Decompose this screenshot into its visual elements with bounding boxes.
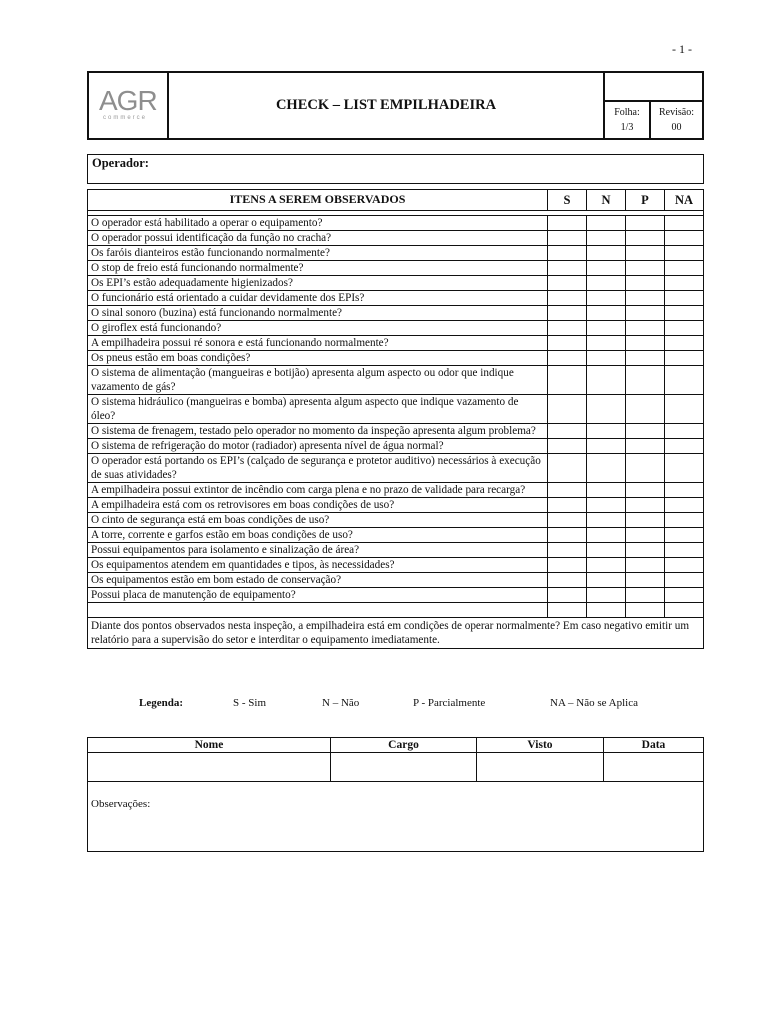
checkbox-cell-na[interactable] [665,424,703,438]
checkbox-cell-s[interactable] [548,603,587,617]
checklist-rows [88,216,703,618]
checklist-item-text: Os pneus estão em boas condições? [88,351,548,365]
checkbox-cell-p[interactable] [626,498,665,512]
observacoes-field[interactable] [88,782,703,810]
checklist-item-text: O sistema de refrigeração do motor (radiador) apresenta nível de água normal? [88,439,548,453]
checkbox-cell-s[interactable] [548,588,587,602]
checklist-row [88,588,703,603]
checkbox-cell-na[interactable] [665,395,703,423]
page-number: - 1 - [672,42,692,56]
checkbox-cell-p[interactable] [626,588,665,602]
cargo-column [331,738,477,781]
visto-column [477,738,604,781]
checklist-row [88,291,703,306]
checkbox-cell-na[interactable] [665,498,703,512]
checkbox-cell-na[interactable] [665,454,703,482]
checkbox-cell-na[interactable] [665,588,703,602]
checkbox-cell-p[interactable] [626,528,665,542]
checkbox-cell-n[interactable] [587,558,626,572]
checklist-row [88,454,703,483]
checkbox-cell-n[interactable] [587,261,626,275]
checkbox-cell-s[interactable] [548,454,587,482]
checkbox-cell-na[interactable] [665,543,703,557]
checkbox-cell-n[interactable] [587,336,626,350]
checklist-row [88,366,703,395]
legend-s: S - Sim [233,697,267,709]
checkbox-cell-s[interactable] [548,424,587,438]
checkbox-cell-n[interactable] [587,454,626,482]
checkbox-cell-p[interactable] [626,366,665,394]
checklist-row [88,513,703,528]
logo-subtext: commerce [103,115,148,121]
checklist-item-text: Os EPI’s estão adequadamente higienizados? [88,276,548,290]
checkbox-cell-p[interactable] [626,351,665,365]
nome-header: Nome [88,738,330,753]
checkbox-cell-n[interactable] [587,216,626,230]
checklist-item-text: A torre, corrente e garfos estão em boas condições de uso? [88,528,548,542]
nome-column [88,738,331,781]
checkbox-cell-s[interactable] [548,483,587,497]
checklist-item-text: O sistema hidráulico (mangueiras e bomba) apresenta algum aspecto que indique vazamento de óleo? [88,395,548,423]
checklist-table [87,189,704,649]
checklist-row [88,395,703,424]
checklist-row [88,424,703,439]
checklist-item-text: O cinto de segurança está em boas condições de uso? [88,513,548,527]
items-header: ITENS A SEREM OBSERVADOS [88,190,548,210]
column-header-p: P [626,190,665,210]
checklist-item-text: O operador possui identificação da função no cracha? [88,231,548,245]
checklist-row [88,558,703,573]
checklist-item-text: A empilhadeira está com os retrovisores em boas condições de uso? [88,498,548,512]
checklist-row [88,306,703,321]
checklist-header-row [88,190,703,211]
checkbox-cell-n[interactable] [587,351,626,365]
checkbox-cell-na[interactable] [665,513,703,527]
checkbox-cell-p[interactable] [626,395,665,423]
checklist-row [88,439,703,454]
checklist-row [88,216,703,231]
checkbox-cell-p[interactable] [626,321,665,335]
checklist-row [88,336,703,351]
checkbox-cell-na[interactable] [665,439,703,453]
checkbox-cell-s[interactable] [548,543,587,557]
checkbox-cell-s[interactable] [548,366,587,394]
conclusion-text: Diante dos pontos observados nesta inspeção, a empilhadeira está em condições de operar normalmente? Em caso negativo emitir um relatório para a supervisão do setor e interditar o equipamento imediatamente. [91,620,690,646]
checkbox-cell-p[interactable] [626,261,665,275]
visto-header: Visto [477,738,603,753]
checklist-row [88,351,703,366]
signature-table [87,737,704,852]
checkbox-cell-p[interactable] [626,276,665,290]
checkbox-cell-p[interactable] [626,336,665,350]
checkbox-cell-s[interactable] [548,261,587,275]
checkbox-cell-n[interactable] [587,321,626,335]
checklist-row [88,246,703,261]
checklist-item-text: Possui placa de manutenção de equipamento? [88,588,548,602]
checkbox-cell-n[interactable] [587,513,626,527]
checklist-row [88,261,703,276]
checkbox-cell-p[interactable] [626,439,665,453]
checkbox-cell-s[interactable] [548,306,587,320]
checkbox-cell-na[interactable] [665,483,703,497]
checkbox-cell-s[interactable] [548,291,587,305]
checklist-row [88,321,703,336]
document-info [603,73,702,138]
checkbox-cell-p[interactable] [626,291,665,305]
info-top-cell [605,73,702,102]
nome-field[interactable] [88,753,330,781]
checkbox-cell-s[interactable] [548,216,587,230]
revisao-label: Revisão: [659,107,694,118]
checkbox-cell-n[interactable] [587,231,626,245]
operador-label: Operador: [92,156,149,170]
checklist-item-text: O sistema de frenagem, testado pelo operador no momento da inspeção apresenta algum problema? [88,424,548,438]
checkbox-cell-s[interactable] [548,528,587,542]
revisao-value: 00 [671,122,682,133]
checklist-row [88,231,703,246]
cargo-header: Cargo [331,738,476,753]
checkbox-cell-na[interactable] [665,261,703,275]
checkbox-cell-n[interactable] [587,439,626,453]
checklist-row [88,573,703,588]
folha-value: 1/3 [620,122,634,133]
data-column [604,738,703,781]
checkbox-cell-s[interactable] [548,351,587,365]
checklist-item-text: O giroflex está funcionando? [88,321,548,335]
data-field[interactable] [604,753,703,781]
checkbox-cell-p[interactable] [626,483,665,497]
checkbox-cell-s[interactable] [548,558,587,572]
checkbox-cell-n[interactable] [587,573,626,587]
checkbox-cell-n[interactable] [587,291,626,305]
document-title: CHECK – LIST EMPILHADEIRA [275,97,497,113]
checkbox-cell-n[interactable] [587,603,626,617]
checkbox-cell-n[interactable] [587,483,626,497]
checkbox-cell-p[interactable] [626,603,665,617]
checkbox-cell-n[interactable] [587,306,626,320]
checkbox-cell-n[interactable] [587,498,626,512]
checklist-item-text [88,603,548,617]
folha-cell [605,102,651,138]
legend-p: P - Parcialmente [413,697,486,709]
operador-field[interactable] [87,154,704,184]
checkbox-cell-p[interactable] [626,454,665,482]
checkbox-cell-s[interactable] [548,231,587,245]
logo-text: AGR [99,85,157,116]
checkbox-cell-n[interactable] [587,424,626,438]
checkbox-cell-na[interactable] [665,351,703,365]
checkbox-cell-p[interactable] [626,216,665,230]
checklist-item-text: O stop de freio está funcionando normalmente? [88,261,548,275]
checkbox-cell-na[interactable] [665,231,703,245]
checkbox-cell-p[interactable] [626,424,665,438]
checkbox-cell-na[interactable] [665,291,703,305]
checkbox-cell-na[interactable] [665,246,703,260]
checkbox-cell-na[interactable] [665,573,703,587]
revisao-cell [651,102,702,138]
checkbox-cell-na[interactable] [665,558,703,572]
checklist-item-text: Possui equipamentos para isolamento e sinalização de área? [88,543,548,557]
checklist-row [88,483,703,498]
checkbox-cell-na[interactable] [665,603,703,617]
checkbox-cell-n[interactable] [587,588,626,602]
checkbox-cell-s[interactable] [548,513,587,527]
legend-na: NA – Não se Aplica [550,697,638,709]
checkbox-cell-n[interactable] [587,246,626,260]
checkbox-cell-s[interactable] [548,573,587,587]
checklist-row [88,276,703,291]
checklist-item-text: O operador está habilitado a operar o equipamento? [88,216,548,230]
checkbox-cell-p[interactable] [626,558,665,572]
checklist-row [88,528,703,543]
checkbox-cell-s[interactable] [548,246,587,260]
checkbox-cell-p[interactable] [626,573,665,587]
checklist-item-text: A empilhadeira possui ré sonora e está funcionando normalmente? [88,336,548,350]
checkbox-cell-n[interactable] [587,543,626,557]
checkbox-cell-na[interactable] [665,216,703,230]
checklist-item-text: Os equipamentos atendem em quantidades e tipos, às necessidades? [88,558,548,572]
checklist-row [88,498,703,513]
checkbox-cell-s[interactable] [548,395,587,423]
signature-columns [88,738,703,782]
checkbox-cell-s[interactable] [548,439,587,453]
cargo-field[interactable] [331,753,476,781]
checkbox-cell-n[interactable] [587,366,626,394]
folha-label: Folha: [614,107,640,118]
checkbox-cell-na[interactable] [665,306,703,320]
checklist-row [88,543,703,558]
checklist-item-text: O sistema de alimentação (mangueiras e botijão) apresenta algum aspecto ou odor que indique vazamento de gás? [88,366,548,394]
checkbox-cell-s[interactable] [548,336,587,350]
column-header-s: S [548,190,587,210]
checkbox-cell-n[interactable] [587,276,626,290]
checklist-item-text: A empilhadeira possui extintor de incêndio com carga plena e no prazo de validade para recarga? [88,483,548,497]
checkbox-cell-na[interactable] [665,366,703,394]
column-header-n: N [587,190,626,210]
checkbox-cell-na[interactable] [665,321,703,335]
checkbox-cell-p[interactable] [626,513,665,527]
checkbox-cell-p[interactable] [626,231,665,245]
visto-field[interactable] [477,753,603,781]
checkbox-cell-n[interactable] [587,395,626,423]
checkbox-cell-p[interactable] [626,246,665,260]
observacoes-label: Observações: [91,798,151,810]
checkbox-cell-p[interactable] [626,543,665,557]
checklist-item-text: Os faróis dianteiros estão funcionando normalmente? [88,246,548,260]
checklist-item-text: O sinal sonoro (buzina) está funcionando normalmente? [88,306,548,320]
legend-n: N – Não [322,697,360,709]
checklist-item-text: O operador está portando os EPI’s (calçado de segurança e protetor auditivo) necessários à execução de suas atividades? [88,454,548,482]
document-header [87,71,704,140]
checkbox-cell-s[interactable] [548,276,587,290]
data-header: Data [604,738,703,753]
checklist-item-text: O funcionário está orientado a cuidar devidamente dos EPIs? [88,291,548,305]
checkbox-cell-s[interactable] [548,498,587,512]
checklist-item-text: Os equipamentos estão em bom estado de conservação? [88,573,548,587]
checkbox-cell-s[interactable] [548,321,587,335]
column-header-na: NA [674,193,694,207]
checkbox-cell-na[interactable] [665,276,703,290]
checkbox-cell-na[interactable] [665,336,703,350]
checkbox-cell-n[interactable] [587,528,626,542]
logo [89,73,169,138]
checklist-row [88,603,703,618]
legend-label: Legenda: [139,697,183,709]
checkbox-cell-na[interactable] [665,528,703,542]
checkbox-cell-p[interactable] [626,306,665,320]
